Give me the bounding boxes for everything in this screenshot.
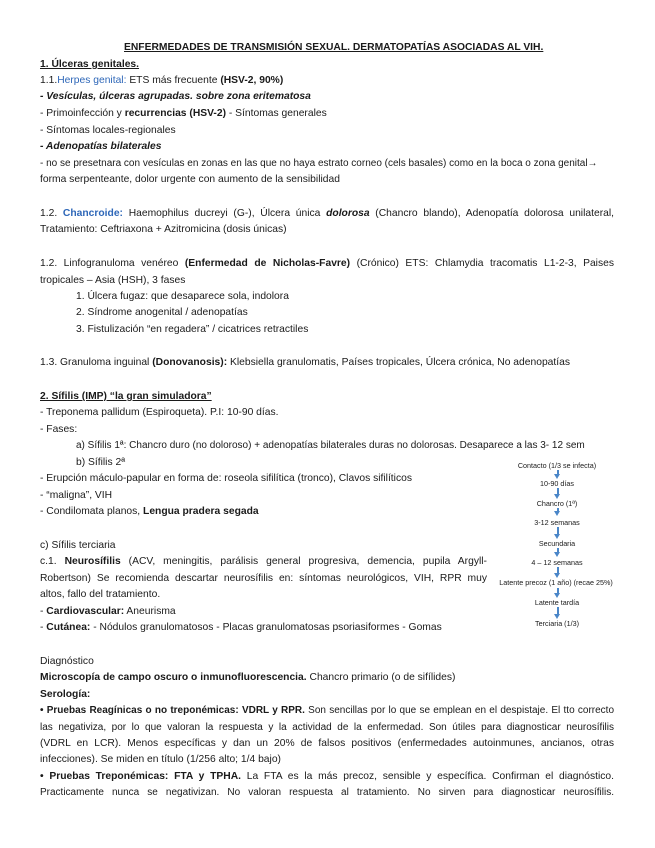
- condilomata-line: [40, 505, 259, 518]
- microscopia-line: [40, 671, 455, 684]
- sifilis-fase-b: b) Sífilis 2ª: [76, 457, 126, 468]
- neuro-num: c.1.: [40, 556, 65, 567]
- flow-node-10-90: 10-90 días: [540, 479, 574, 488]
- lgv-fase-2: 2. Síndrome anogenital / adenopatías: [76, 307, 248, 318]
- condilomata-b: Lengua pradera segada: [143, 506, 259, 517]
- sifilis-fase-c: c) Sífilis terciaria: [40, 540, 116, 551]
- microscopia-text: Chancro primario (o de sifílides): [306, 672, 456, 683]
- sifilis-fases: - Fases:: [40, 424, 78, 435]
- document-title: ENFERMEDADES DE TRANSMISIÓN SEXUAL. DERMATOPATÍAS ASOCIADAS AL VIH.: [124, 42, 544, 53]
- chancroide-dolorosa: dolorosa: [326, 208, 370, 219]
- condilomata-a: - Condilomata planos,: [40, 506, 144, 517]
- nota-line-1: - no se presetnara con vesículas en zonas en las que no haya estrato corneo (cels basales) como en la boca o zona genital→: [40, 158, 598, 169]
- primo-c: - Síntomas generales: [226, 108, 327, 119]
- treponemicas-line-1: [40, 770, 614, 783]
- granuloma-t1: 1.3. Granuloma inguinal: [40, 357, 153, 368]
- reaginicas-line-1: [40, 704, 614, 717]
- lgv-bold: (Enfermedad de Nicholas-Favre): [184, 258, 351, 269]
- treponemicas-t: La FTA es la más precoz, sensible y específica. Confirman el diagnóstico.: [241, 771, 614, 782]
- serologia-heading: Serología:: [40, 689, 91, 700]
- granuloma-line: [40, 356, 570, 369]
- lgv-t2: (Crónico) ETS: Chlamydia tracomatis L1-2-3, Paises: [350, 258, 614, 269]
- lgv-fase-3: 3. Fistulización “en regadera” / cicatrices retractiles: [76, 324, 309, 335]
- flow-node-latente-precoz: Latente precoz (1 año) (recae 25%): [499, 578, 613, 587]
- section-2-heading: 2. Sífilis (IMP) “la gran simuladora”: [40, 391, 212, 402]
- vesiculas-line: - Vesículas, úlceras agrupadas. sobre zona eritematosa: [40, 91, 311, 102]
- herpes-num: 1.1.: [40, 75, 58, 86]
- treponemicas-bold: • Pruebas Treponémicas: FTA y TPHA.: [40, 771, 242, 782]
- maligna-line: - “maligna”, VIH: [40, 490, 113, 501]
- neuro-line-3: altos, fallo del tratamiento.: [40, 589, 161, 600]
- chancroide-line-2: Tratamiento: Ceftriaxona + Azitromicina (dosis únicas): [40, 224, 287, 235]
- herpes-text: ETS más frecuente: [126, 75, 221, 86]
- flow-node-4-12: 4 – 12 semanas: [531, 558, 583, 567]
- microscopia-bold: Microscopía de campo oscuro o inmunofluorescencia.: [40, 672, 307, 683]
- chancroide-name: Chancroide:: [62, 208, 123, 219]
- reaginicas-bold: • Pruebas Reagínicas o no treponémicas: VDRL y RPR.: [40, 705, 305, 716]
- chancroide-t1: Haemophilus ducreyi (G-), Úlcera única: [122, 208, 327, 219]
- lgv-line-2: tropicales – Asia (HSH), 3 fases: [40, 275, 186, 286]
- adenopatias-line: - Adenopatías bilaterales: [40, 141, 162, 152]
- reaginicas-t: Son sencillas por lo que se emplean en el despistaje. El tto correcto: [304, 705, 614, 716]
- erupcion-line: - Erupción máculo-papular en forma de: roseola sifilítica (tronco), Clavos sifilíticos: [40, 473, 412, 484]
- cardio-b: Cardiovascular:: [46, 606, 125, 617]
- flow-node-contacto: Contacto (1/3 se infecta): [517, 461, 597, 470]
- cardio-c: Aneurisma: [124, 606, 176, 617]
- cutanea-b: Cutánea:: [46, 622, 91, 633]
- flow-node-secundaria: Secundaria: [538, 539, 576, 548]
- diagnostico-heading: Diagnóstico: [40, 656, 94, 667]
- primo-line: [40, 107, 327, 120]
- sifilis-line-1: - Treponema pallidum (Espiroqueta). P.I: 10-90 días.: [40, 407, 279, 418]
- neuro-bold: Neurosífilis: [64, 556, 121, 567]
- granuloma-bold: (Donovanosis):: [152, 357, 228, 368]
- cardio-line: [40, 605, 176, 618]
- neuro-l1: (ACV, meningitis, parálisis general progresiva, demencia, pupila Argyll-: [120, 556, 487, 567]
- neuro-line-2: Robertson) Se recomienda descartar neurosífilis en: síntomas neurológicos, VIH, RPR muy: [40, 573, 487, 584]
- primo-a: - Primoinfección y: [40, 108, 125, 119]
- section-1-heading: 1. Úlceras genitales.: [40, 59, 140, 70]
- flow-node-3-12: 3-12 semanas: [534, 518, 580, 527]
- cutanea-c: - Nódulos granulomatosos - Placas granulomatosas psoriasiformes - Gomas: [90, 622, 442, 633]
- primo-b: recurrencias (HSV-2): [124, 108, 227, 119]
- cardio-a: -: [40, 606, 47, 617]
- chancroide-line-1: [40, 207, 614, 220]
- herpes-line: [40, 74, 283, 87]
- reaginicas-line-3: (VDRL en LCR). Menos específicas y dan un 20% de falsos positivos (enfermedades autoinmunes, ancianos, otras: [40, 738, 614, 749]
- lgv-t1: 1.2. Linfogranuloma venéreo: [40, 258, 185, 269]
- sifilis-fase-a: a) Sífilis 1ª: Chancro duro (no doloroso) + adenopatías bilaterales duras no dolorosas. Desaparece a las 3- 12 sem: [76, 440, 585, 451]
- nota-line-2: forma serpenteante, dolor urgente con aumento de la sensibilidad: [40, 174, 340, 185]
- sintomas-line: - Síntomas locales-regionales: [40, 125, 176, 136]
- neuro-line-1: [40, 555, 487, 568]
- flow-node-terciaria: Terciaria (1/3): [535, 619, 579, 628]
- cutanea-line: [40, 621, 442, 634]
- flow-node-latente-tardia: Latente tardía: [534, 598, 580, 607]
- granuloma-t2: Klebsiella granulomatis, Países tropicales, Úlcera crónica, No adenopatías: [227, 357, 570, 368]
- cutanea-a: -: [40, 622, 47, 633]
- flow-node-chancro: Chancro (1ª): [536, 499, 578, 508]
- treponemicas-line-2: Practicamente nunca se negativizan. No valoran respuesta al tratamiento. No sirven para diagnosticar neurosífilis.: [40, 787, 614, 798]
- herpes-bold: (HSV-2, 90%): [220, 75, 284, 86]
- chancroide-num: 1.2.: [40, 208, 63, 219]
- reaginicas-line-4: infecciones). Se miden en título (1/256 alto; 1/4 bajo): [40, 754, 281, 765]
- lgv-line-1: [40, 257, 614, 270]
- herpes-name: Herpes genital:: [57, 75, 127, 86]
- lgv-fase-1: 1. Úlcera fugaz: que desaparece sola, indolora: [76, 291, 289, 302]
- chancroide-t2: (Chancro blando), Adenopatía dolorosa unilateral,: [369, 208, 614, 219]
- reaginicas-line-2: las negativiza, por lo que valoran la respuesta y la actividad de la enfermedad. Son útiles para diagnosticar neurosífilis: [40, 722, 614, 733]
